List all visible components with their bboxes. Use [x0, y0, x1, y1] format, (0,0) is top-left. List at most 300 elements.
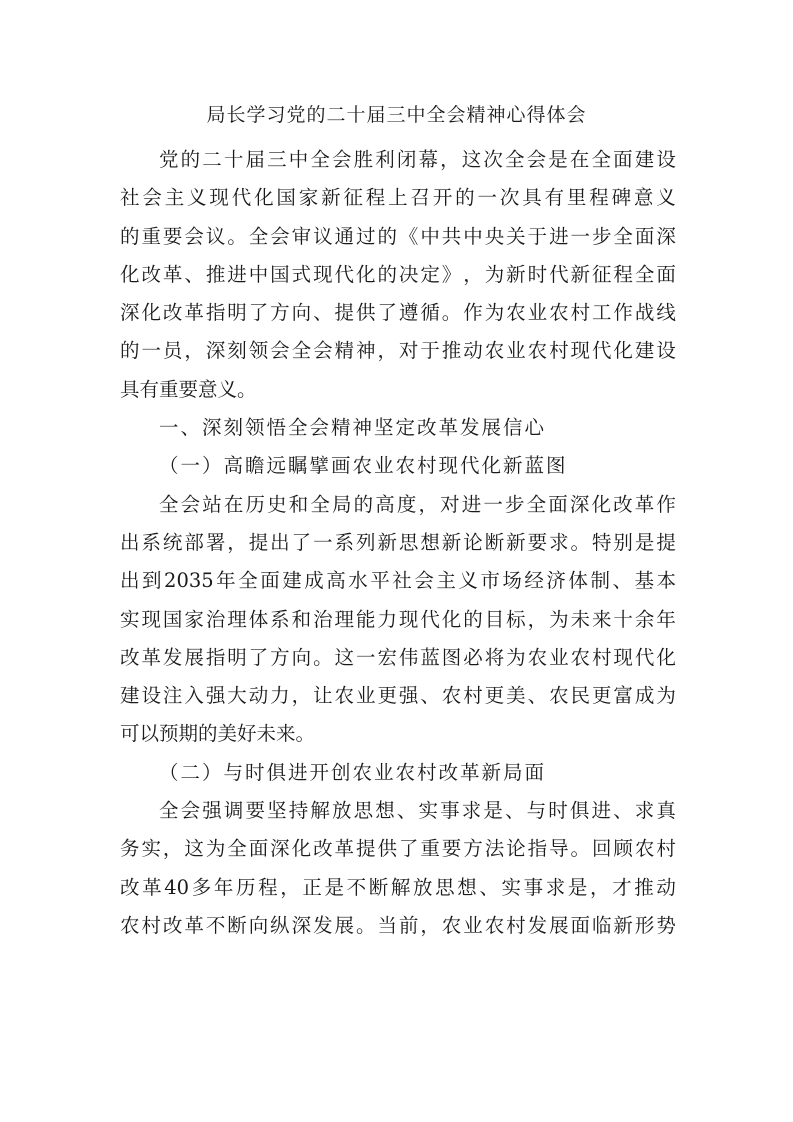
line-glyph: 成	[634, 684, 655, 708]
line-glyph: 一	[483, 492, 503, 516]
line-glyph: 治	[205, 607, 226, 631]
line-glyph: 农	[441, 913, 462, 937]
line-glyph: 过	[355, 224, 376, 248]
line-glyph: 改	[313, 837, 333, 861]
line-glyph: 村	[549, 339, 569, 363]
line-glyph: 程	[365, 186, 386, 210]
line-glyph: 提	[334, 301, 355, 325]
line-glyph: 年	[213, 875, 234, 899]
line-glyph: 推	[441, 339, 462, 363]
paragraph-line	[120, 294, 676, 332]
line-glyph: 要	[245, 799, 266, 823]
line-glyph: 场	[502, 569, 522, 593]
line-glyph: 建	[282, 569, 302, 593]
paragraph-line	[120, 332, 676, 370]
line-glyph: 革	[184, 301, 204, 325]
line-glyph: 在	[569, 148, 590, 171]
line-glyph: 2035	[164, 569, 214, 593]
paragraph-line	[120, 639, 676, 677]
line-glyph: 义	[187, 186, 207, 210]
line-glyph: ，	[463, 262, 483, 286]
line-glyph: 于	[527, 224, 548, 248]
line-glyph: 署	[205, 530, 226, 554]
line-glyph: 共	[441, 224, 462, 248]
line-glyph: 化	[613, 339, 633, 363]
line-glyph: 要	[527, 530, 548, 554]
line-glyph: 义	[458, 569, 478, 593]
line-glyph: ，	[291, 684, 312, 708]
line-glyph: 统	[162, 530, 183, 554]
line-glyph: 程	[258, 875, 278, 899]
line-glyph: 革	[142, 875, 162, 899]
line-glyph: 义	[656, 186, 676, 210]
line-glyph: 标	[506, 607, 526, 631]
line-glyph: 史	[267, 492, 287, 516]
line-glyph: 明	[227, 645, 247, 669]
line-glyph: 会	[180, 799, 201, 823]
line-glyph: ，	[527, 607, 548, 631]
line-glyph: 、	[420, 684, 440, 708]
line-glyph: 指	[527, 837, 548, 861]
line-glyph: 《	[398, 224, 419, 248]
line-glyph: 议	[313, 224, 333, 248]
line-glyph: 动	[248, 684, 269, 708]
line-glyph: 中	[463, 224, 483, 248]
line-glyph: 要	[441, 837, 462, 861]
line-glyph: 农	[549, 301, 569, 325]
line-glyph: 指	[205, 645, 226, 669]
line-glyph: 了	[291, 530, 312, 554]
line-glyph: 年	[216, 569, 236, 593]
line-glyph: ，	[162, 837, 183, 861]
line-glyph: 次	[483, 148, 503, 171]
line-glyph: 向	[291, 645, 312, 669]
line-glyph: 为	[484, 301, 505, 325]
line-glyph: 战	[634, 301, 655, 325]
line-glyph: 这	[184, 837, 204, 861]
line-glyph: 。	[313, 645, 333, 669]
line-glyph: 全	[159, 799, 179, 823]
line-glyph: 富	[613, 684, 633, 708]
line-glyph: 和	[288, 492, 309, 516]
line-glyph: 余	[634, 607, 655, 631]
line-glyph: 现	[141, 607, 161, 631]
line-glyph: 图	[441, 645, 462, 669]
line-glyph: 深	[656, 224, 676, 248]
line-glyph: 坚	[267, 799, 287, 823]
line-glyph: 让	[313, 684, 333, 708]
line-glyph: 度	[396, 492, 417, 516]
line-glyph: 时	[527, 262, 548, 286]
line-glyph: 国	[162, 607, 183, 631]
line-glyph: 村	[141, 913, 161, 937]
line-glyph: 提	[355, 837, 376, 861]
line-glyph: 深	[120, 301, 140, 325]
paragraph-line	[120, 256, 676, 294]
line-glyph: 农	[334, 684, 355, 708]
line-glyph: 幕	[418, 148, 439, 171]
line-glyph: 要	[162, 224, 183, 248]
line-glyph: 一	[141, 339, 161, 363]
line-glyph: ，	[280, 875, 300, 899]
line-glyph: 入	[184, 684, 204, 708]
line-glyph: 农	[549, 684, 569, 708]
line-glyph: 解	[310, 799, 330, 823]
line-text: （二）与时俱进开创农业农村改革新局面	[159, 760, 547, 784]
line-glyph: 改	[120, 875, 140, 899]
line-glyph: 思	[435, 875, 455, 899]
line-glyph: ，	[184, 339, 204, 363]
line-glyph: 议	[205, 224, 226, 248]
line-glyph: 更	[484, 684, 505, 708]
paragraph-line	[120, 562, 676, 600]
paragraph-line	[120, 141, 676, 179]
line-glyph: 面	[248, 837, 269, 861]
line-glyph: 进	[549, 224, 569, 248]
line-glyph: 会	[180, 492, 201, 516]
line-glyph: 现	[313, 262, 333, 286]
line-glyph: 断	[368, 875, 389, 899]
line-glyph: 回	[591, 837, 612, 861]
line-glyph: 改	[141, 262, 161, 286]
line-glyph: 面	[656, 262, 676, 286]
line-glyph: 深	[291, 913, 312, 937]
line-glyph: 建	[634, 339, 655, 363]
line-glyph: 了	[248, 301, 269, 325]
line-glyph: 发	[162, 645, 183, 669]
line-glyph: 全	[526, 492, 547, 516]
line-glyph: 一	[313, 530, 333, 554]
line-glyph: 重	[141, 224, 161, 248]
line-glyph: 这	[334, 645, 355, 669]
line-glyph: 多	[191, 875, 212, 899]
line-glyph: 十	[613, 607, 633, 631]
line-glyph: 想	[375, 799, 395, 823]
line-glyph: 济	[546, 569, 566, 593]
line-glyph: 出	[270, 530, 290, 554]
line-glyph: 提	[656, 530, 676, 554]
line-glyph: 设	[656, 339, 676, 363]
line-glyph: 来	[591, 607, 612, 631]
line-glyph: 业	[355, 684, 376, 708]
line-glyph: 会	[526, 148, 547, 171]
line-glyph: 利	[375, 148, 395, 171]
paragraph-line	[120, 677, 676, 715]
line-glyph: 、	[479, 875, 499, 899]
line-glyph: 。	[355, 913, 376, 937]
line-glyph: 、	[613, 799, 633, 823]
line-glyph: 员	[162, 339, 183, 363]
line-glyph: 顾	[613, 837, 633, 861]
line-glyph: 新	[441, 530, 462, 554]
line-glyph: 业	[506, 339, 526, 363]
line-glyph: 新	[321, 186, 341, 210]
line-glyph: 征	[343, 186, 363, 210]
line-glyph: 改	[162, 301, 183, 325]
line-glyph: 程	[589, 186, 609, 210]
line-glyph: 程	[613, 262, 633, 286]
paragraph-line	[120, 371, 676, 409]
line-glyph: 刻	[227, 339, 247, 363]
line-glyph: 持	[288, 799, 309, 823]
line-glyph: 为	[205, 837, 226, 861]
line-glyph: 家	[298, 186, 319, 210]
line-glyph: 了	[377, 301, 397, 325]
line-glyph: 社	[120, 186, 140, 210]
line-glyph: 论	[463, 530, 483, 554]
line-glyph: 步	[591, 224, 612, 248]
line-glyph: 力	[270, 684, 290, 708]
line-glyph: 、	[184, 262, 204, 286]
line-glyph: 有	[544, 186, 565, 210]
line-glyph: 代	[231, 186, 252, 210]
line-glyph: 前	[398, 913, 419, 937]
line-glyph: 别	[613, 530, 633, 554]
line-glyph: 论	[506, 837, 526, 861]
paragraph-line	[120, 218, 676, 256]
line-glyph: 断	[484, 530, 505, 554]
line-glyph: 思	[398, 530, 419, 554]
line-glyph: 深	[205, 339, 226, 363]
line-glyph: 全	[291, 339, 312, 363]
line-glyph: 、	[313, 301, 333, 325]
line-glyph: 全	[310, 148, 330, 171]
line-glyph: 业	[463, 913, 483, 937]
line-glyph: 发	[527, 913, 548, 937]
line-glyph: 国	[276, 186, 296, 210]
line-glyph: 农	[441, 684, 462, 708]
section-heading	[120, 754, 676, 792]
line-glyph: 村	[591, 645, 612, 669]
line-glyph: 不	[346, 875, 367, 899]
line-glyph: 中	[420, 224, 440, 248]
line-glyph: 精	[334, 339, 355, 363]
line-glyph: 当	[377, 913, 397, 937]
line-text: 一、深刻领悟全会精神坚定改革发展信心	[159, 416, 547, 440]
line-glyph: 召	[410, 186, 430, 210]
line-text: （一）高瞻远瞩擘画农业农村现代化新蓝图	[159, 454, 568, 478]
line-glyph: 求	[634, 799, 655, 823]
line-glyph: 村	[570, 301, 591, 325]
line-glyph: 村	[656, 837, 676, 861]
line-glyph: 更	[591, 684, 612, 708]
line-glyph: 的	[180, 148, 201, 171]
line-text: 可以预期的美好未来。	[120, 722, 316, 746]
line-glyph: 农	[527, 645, 548, 669]
line-glyph: 伟	[398, 645, 419, 669]
line-glyph: 明	[227, 301, 247, 325]
line-glyph: 化	[120, 262, 140, 286]
line-glyph: 。	[570, 837, 591, 861]
line-glyph: 美	[506, 684, 526, 708]
paragraph-line	[120, 486, 676, 524]
line-glyph: 对	[440, 492, 460, 516]
line-glyph: 审	[291, 224, 312, 248]
line-glyph: 深	[569, 492, 590, 516]
document-body	[120, 141, 676, 945]
line-glyph: 全	[159, 492, 179, 516]
line-glyph: 导	[549, 837, 569, 861]
line-glyph: 现	[570, 339, 591, 363]
line-glyph: 、	[505, 799, 525, 823]
line-glyph: 全	[227, 837, 247, 861]
line-glyph: 家	[184, 607, 204, 631]
line-glyph: 中	[248, 262, 269, 286]
line-glyph: 历	[245, 492, 266, 516]
line-glyph: 思	[353, 799, 374, 823]
line-glyph: 改	[613, 492, 633, 516]
line-glyph: 全	[634, 262, 655, 286]
line-glyph: 是	[483, 799, 503, 823]
line-glyph: 代	[549, 262, 569, 286]
line-glyph: 体	[568, 569, 588, 593]
line-glyph: 向	[248, 913, 269, 937]
line-glyph: 于	[420, 339, 440, 363]
line-glyph: 的	[377, 224, 397, 248]
line-glyph: 想	[420, 530, 440, 554]
line-glyph: 征	[591, 262, 612, 286]
line-glyph: 求	[545, 875, 566, 899]
line-glyph: 一	[355, 645, 376, 669]
line-glyph: 体	[248, 607, 269, 631]
line-glyph: 更	[377, 684, 397, 708]
line-glyph: 化	[141, 301, 161, 325]
line-glyph: 代	[591, 339, 612, 363]
line-glyph: 了	[248, 645, 269, 669]
line-glyph: 经	[524, 569, 544, 593]
line-glyph: 党	[159, 148, 179, 171]
line-glyph: 。	[227, 224, 247, 248]
line-glyph: 制	[590, 569, 610, 593]
line-glyph: 实	[141, 837, 161, 861]
line-glyph: 将	[484, 645, 505, 669]
line-glyph: 工	[591, 301, 612, 325]
line-glyph: 展	[184, 645, 204, 669]
line-glyph: 是	[548, 148, 568, 171]
line-glyph: 真	[656, 799, 676, 823]
line-glyph: 化	[441, 607, 462, 631]
line-glyph: 了	[398, 837, 419, 861]
line-glyph: 遵	[398, 301, 419, 325]
line-glyph: 正	[302, 875, 322, 899]
line-glyph: 供	[355, 301, 376, 325]
line-glyph: 理	[227, 607, 247, 631]
line-glyph: 深	[270, 837, 290, 861]
line-glyph: 到	[142, 569, 162, 593]
line-glyph: 新	[613, 913, 633, 937]
line-glyph: 方	[463, 837, 483, 861]
line-glyph: 理	[334, 607, 355, 631]
line-glyph: ，	[418, 492, 439, 516]
line-glyph: 面	[634, 224, 655, 248]
line-glyph: 未	[570, 607, 591, 631]
line-glyph: 方	[270, 301, 290, 325]
line-glyph: 现	[398, 607, 419, 631]
line-glyph: 宏	[377, 645, 397, 669]
line-glyph: 革	[184, 913, 204, 937]
line-glyph: 全	[591, 148, 612, 171]
line-glyph: 对	[398, 339, 419, 363]
line-glyph: 出	[120, 569, 140, 593]
line-glyph: 作	[656, 492, 676, 516]
line-glyph: 革	[141, 645, 161, 669]
line-glyph: 现	[613, 645, 633, 669]
line-glyph: 放	[412, 875, 433, 899]
line-glyph: 、	[527, 684, 548, 708]
line-glyph: 进	[227, 262, 247, 286]
line-glyph: 推	[205, 262, 226, 286]
line-glyph: 农	[570, 645, 591, 669]
paragraph-line	[120, 715, 676, 753]
line-glyph: 与	[526, 799, 547, 823]
line-glyph: 、	[612, 569, 632, 593]
line-glyph: 事	[523, 875, 544, 899]
line-glyph: 、	[396, 799, 417, 823]
line-glyph: 的	[353, 492, 374, 516]
paragraph-line	[120, 830, 676, 868]
line-glyph: 现	[209, 186, 229, 210]
line-glyph: 放	[332, 799, 352, 823]
line-glyph: 面	[570, 913, 591, 937]
line-glyph: 高	[326, 569, 346, 593]
line-glyph: 建	[634, 148, 655, 171]
line-glyph: 的	[455, 186, 475, 210]
line-glyph: 形	[634, 913, 655, 937]
line-glyph: 作	[613, 301, 633, 325]
line-glyph: 系	[141, 530, 161, 554]
line-glyph: 不	[205, 913, 226, 937]
line-glyph: 会	[270, 224, 290, 248]
line-glyph: 革	[634, 492, 655, 516]
line-glyph: 。	[570, 530, 591, 554]
line-glyph: 农	[484, 913, 505, 937]
line-glyph: 会	[184, 224, 204, 248]
line-glyph: 调	[223, 799, 244, 823]
line-glyph: 40	[164, 875, 190, 899]
line-glyph: 碑	[611, 186, 632, 210]
line-glyph: 关	[506, 224, 526, 248]
line-glyph: ，	[377, 339, 397, 363]
section-heading	[120, 409, 676, 447]
line-glyph: 会	[142, 186, 162, 210]
line-glyph: 新	[377, 530, 397, 554]
line-glyph: 为	[656, 684, 676, 708]
line-glyph: 村	[463, 684, 483, 708]
line-glyph: 十	[223, 148, 244, 171]
section-heading	[120, 447, 676, 485]
line-glyph: 年	[656, 607, 676, 631]
line-glyph: 务	[120, 837, 140, 861]
paragraph-line	[120, 792, 676, 830]
paragraph-line	[120, 907, 676, 945]
line-glyph: ，	[227, 530, 247, 554]
line-glyph: 革	[334, 837, 355, 861]
line-glyph: 大	[227, 684, 247, 708]
line-glyph: 是	[634, 530, 655, 554]
line-glyph: ，	[589, 875, 610, 899]
line-glyph: 基	[634, 569, 654, 593]
line-glyph: 设	[141, 684, 161, 708]
line-glyph: 为	[549, 607, 569, 631]
line-glyph: ，	[420, 913, 440, 937]
line-glyph: 提	[248, 530, 269, 554]
line-glyph: 农	[484, 339, 505, 363]
line-glyph: 重	[420, 837, 440, 861]
line-glyph: 能	[355, 607, 376, 631]
line-glyph: 改	[120, 645, 140, 669]
line-glyph: 为	[506, 645, 526, 669]
line-glyph: 在	[223, 492, 244, 516]
